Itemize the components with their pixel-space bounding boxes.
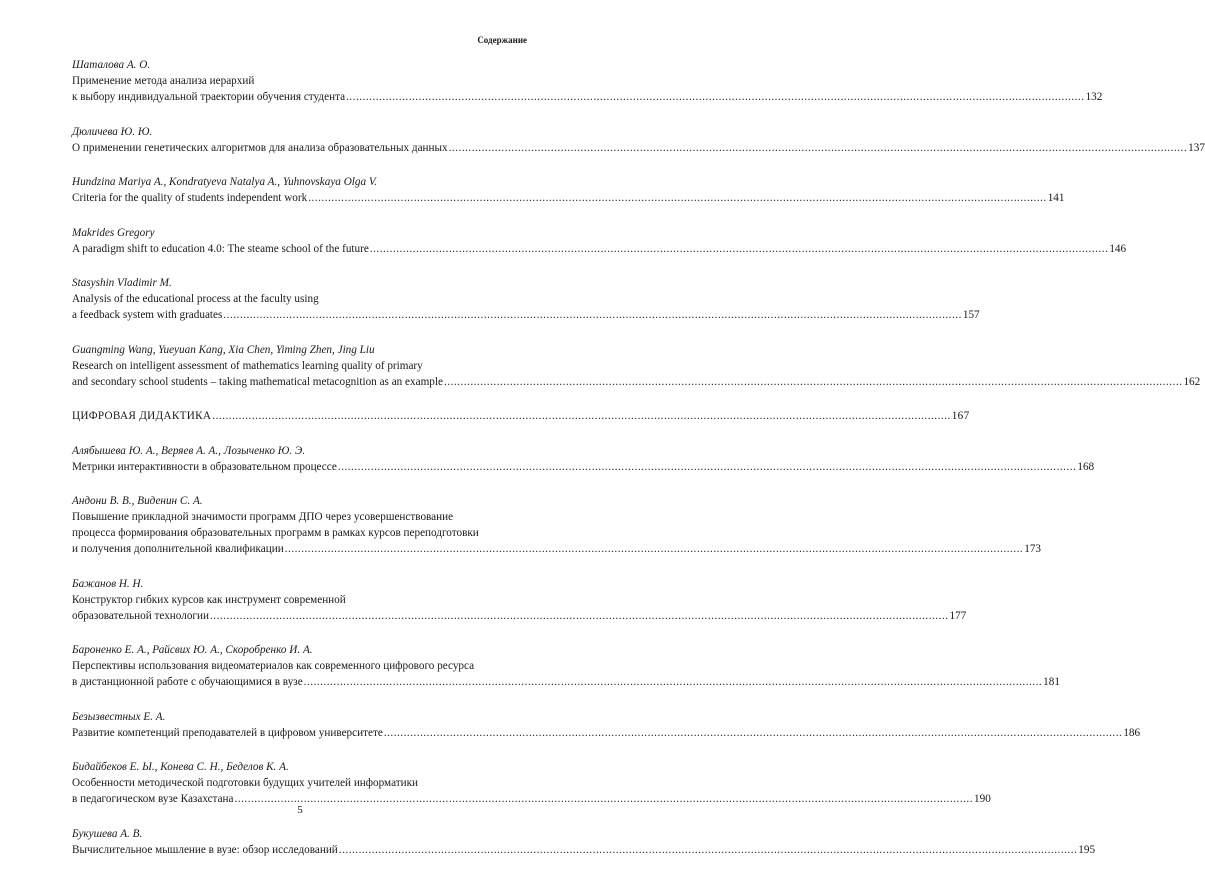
page-ref: 195 (1078, 843, 1096, 856)
dot-leader (210, 608, 949, 624)
entry-title-line: в дистанционной работе с обучающимися в вузе (72, 676, 303, 688)
toc-entry (72, 759, 991, 807)
page-ref: 141 (1047, 192, 1065, 204)
dot-leader (212, 408, 951, 424)
entry-last-line (72, 459, 1095, 475)
entry-title-line: Criteria for the quality of students independent work (72, 192, 308, 204)
dot-leader (304, 674, 1043, 690)
page-ref: 181 (1043, 676, 1060, 688)
page-ref: 157 (962, 309, 980, 321)
entry-title-line: образовательной технологии (72, 609, 209, 622)
entry-title-line: Research on intelligent assessment of mathematics learning quality of primary (72, 359, 423, 372)
entry-last-line (72, 241, 1127, 257)
entry-title-line: Вычислительное мышление в вузе: обзор исследований (72, 843, 338, 856)
dot-leader (285, 541, 1024, 557)
entry-title-line: в педагогическом вузе Казахстана (72, 793, 234, 805)
table-of-contents (72, 57, 1205, 876)
dot-leader (308, 190, 1047, 206)
dot-leader (384, 725, 1123, 741)
entry-authors: Безызвестных Е. А. (72, 710, 166, 723)
entry-title-line: Перспективы использования видеоматериалов как современного цифрового ресурса (72, 660, 475, 672)
toc-entry (72, 493, 1041, 557)
page-ref: 173 (1024, 543, 1041, 555)
entry-title-line: A paradigm shift to education 4.0: The steame school of the future (72, 242, 369, 255)
dot-leader (223, 307, 962, 323)
entry-last-line (72, 374, 1201, 390)
dot-leader (338, 459, 1077, 475)
entry-title-line: Повышение прикладной значимости программ ДПО через усовершенствование (72, 511, 454, 523)
entry-authors: Guangming Wang, Yueyuan Kang, Xia Chen, Yiming Zhen, Jing Liu (72, 343, 375, 356)
page-ref: 137 (1188, 141, 1205, 154)
entry-last-line (72, 140, 1205, 156)
toc-entry (72, 342, 1201, 390)
entry-authors: Stasyshin Vladimir M. (72, 277, 172, 289)
entry-authors: Андони В. В., Виденин С. А. (72, 495, 203, 507)
entry-last-line (72, 307, 980, 323)
entry-last-line (72, 674, 1060, 690)
dot-leader (449, 140, 1188, 156)
entry-title-line: Особенности методической подготовки будущих учителей информатики (72, 777, 419, 789)
entry-authors: Makrides Gregory (72, 226, 155, 239)
entry-title-line: a feedback system with graduates (72, 309, 223, 321)
toc-entry (72, 709, 1141, 741)
page-ref: 132 (1085, 91, 1103, 103)
page-ref: 162 (1183, 375, 1201, 388)
entry-authors: Дюличева Ю. Ю. (72, 125, 153, 138)
entry-last-line (72, 541, 1041, 557)
entry-title-line: Применение метода анализа иерархий (72, 75, 255, 87)
page-ref: 190 (974, 793, 991, 805)
entry-title-line: and secondary school students – taking mathematical metacognition as an example (72, 375, 443, 388)
page-ref: 146 (1109, 242, 1127, 255)
entry-authors: Бажанов Н. Н. (72, 577, 144, 590)
section-title: ЦИФРОВАЯ ДИДАКТИКА (72, 410, 212, 422)
entry-authors: Алябышева Ю. А., Веряев А. А., Лозыченко Ю. Э. (72, 444, 306, 457)
page-ref: 168 (1077, 460, 1095, 473)
page-number: 5 (297, 804, 303, 816)
entry-title-line: О применении генетических алгоритмов для анализа образовательных данных (72, 141, 448, 154)
toc-entry (72, 826, 1096, 858)
entry-last-line (72, 842, 1096, 858)
toc-entry (72, 57, 1103, 105)
entry-authors: Шаталова А. О. (72, 59, 151, 71)
page-ref: 177 (949, 609, 967, 622)
entry-title-line: Analysis of the educational process at the faculty using (72, 293, 319, 305)
running-header: Содержание (477, 35, 527, 45)
entry-title-line: и получения дополнительной квалификации (72, 543, 284, 555)
toc-entry (72, 275, 980, 323)
page-ref: 167 (951, 410, 970, 422)
toc-section (72, 408, 970, 424)
entry-authors: Hundzina Mariya A., Kondratyeva Natalya A., Yuhnovskaya Olga V. (72, 176, 378, 188)
page-ref: 186 (1123, 726, 1141, 739)
toc-entry (72, 174, 1065, 206)
dot-leader (339, 842, 1078, 858)
section-row (72, 408, 970, 424)
entry-authors: Бароненко Е. А., Райсвих Ю. А., Скоробренко И. А. (72, 644, 313, 656)
entry-title-line: процесса формирования образовательных программ в рамках курсов переподготовки (72, 527, 479, 539)
entry-last-line (72, 190, 1065, 206)
entry-title-line: Метрики интерактивности в образовательном процессе (72, 460, 337, 473)
toc-entry (72, 443, 1095, 475)
dot-leader (444, 374, 1183, 390)
entry-title-line: к выбору индивидуальной траектории обучения студента (72, 91, 346, 103)
toc-entry (72, 576, 967, 624)
entry-title-line: Развитие компетенций преподавателей в цифровом университете (72, 726, 383, 739)
toc-entry (72, 642, 1060, 690)
dot-leader (346, 89, 1085, 105)
entry-last-line (72, 725, 1141, 741)
entry-last-line (72, 608, 967, 624)
dot-leader (370, 241, 1109, 257)
entry-authors: Бидайбеков Е. Ы., Конева С. Н., Беделов К. А. (72, 761, 289, 773)
toc-entry (72, 124, 1205, 156)
toc-entry (72, 225, 1127, 257)
entry-last-line (72, 89, 1103, 105)
entry-title-line: Конструктор гибких курсов как инструмент современной (72, 593, 346, 606)
entry-authors: Букушева А. В. (72, 827, 143, 840)
